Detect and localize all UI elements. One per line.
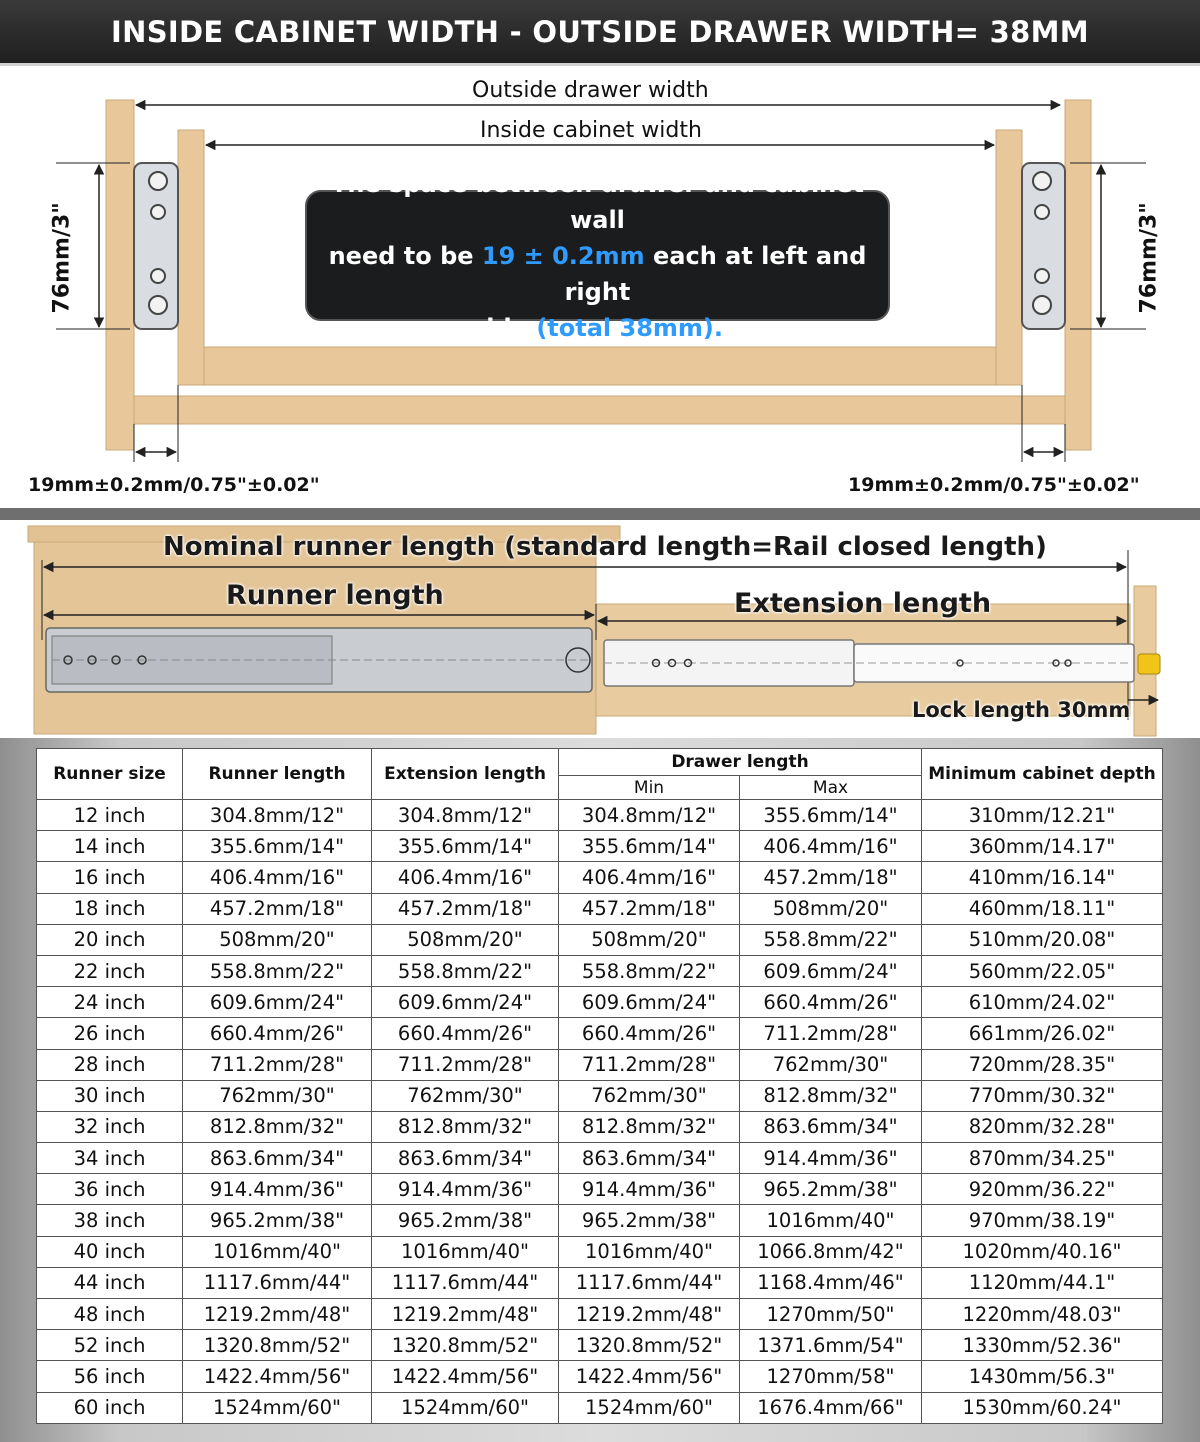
callout-tolerance-highlight: 19 ± 0.2mm xyxy=(481,241,645,270)
table-row xyxy=(37,800,1163,831)
runner-size-cell: 26 inch xyxy=(37,1018,183,1049)
min-cabinet-depth-cell: 1020mm/40.16" xyxy=(922,1236,1163,1267)
runner-length-cell: 508mm/20" xyxy=(183,924,372,955)
runner-size-cell: 52 inch xyxy=(37,1330,183,1361)
nominal-runner-length-label: Nominal runner length (standard length=Rail closed length) xyxy=(163,532,1047,562)
min-cabinet-depth-cell: 1220mm/48.03" xyxy=(922,1299,1163,1330)
drawer-min-cell: 863.6mm/34" xyxy=(559,1143,740,1174)
slide-rail-extended xyxy=(604,640,1160,686)
min-cabinet-depth-cell: 970mm/38.19" xyxy=(922,1205,1163,1236)
header-runner-length: Runner length xyxy=(183,749,372,800)
runner-length-cell: 1016mm/40" xyxy=(183,1236,372,1267)
runner-spec-table xyxy=(36,748,1163,1424)
runner-length-cell: 1219.2mm/48" xyxy=(183,1299,372,1330)
table-row xyxy=(37,1392,1163,1423)
table-row xyxy=(37,1049,1163,1080)
min-cabinet-depth-cell: 460mm/18.11" xyxy=(922,893,1163,924)
spec-table-section xyxy=(0,738,1200,1442)
cabinet-wall-right xyxy=(1065,100,1091,450)
runner-size-cell: 32 inch xyxy=(37,1111,183,1142)
table-body xyxy=(37,800,1163,1424)
drawer-max-cell: 812.8mm/32" xyxy=(740,1080,922,1111)
runner-size-cell: 22 inch xyxy=(37,955,183,986)
extension-length-cell: 965.2mm/38" xyxy=(372,1205,559,1236)
table-row xyxy=(37,955,1163,986)
drawer-min-cell: 1016mm/40" xyxy=(559,1236,740,1267)
extension-length-cell: 609.6mm/24" xyxy=(372,987,559,1018)
table-row xyxy=(37,1361,1163,1392)
runner-size-cell: 28 inch xyxy=(37,1049,183,1080)
callout-line-3-prefix: side xyxy=(471,313,537,342)
min-cabinet-depth-cell: 920mm/36.22" xyxy=(922,1174,1163,1205)
runner-length-cell: 914.4mm/36" xyxy=(183,1174,372,1205)
runner-length-label: Runner length xyxy=(226,580,444,611)
min-cabinet-depth-cell: 510mm/20.08" xyxy=(922,924,1163,955)
extension-length-cell: 304.8mm/12" xyxy=(372,800,559,831)
extension-length-cell: 1320.8mm/52" xyxy=(372,1330,559,1361)
min-cabinet-depth-cell: 770mm/30.32" xyxy=(922,1080,1163,1111)
extension-length-cell: 355.6mm/14" xyxy=(372,831,559,862)
drawer-bottom xyxy=(204,347,996,385)
drawer-min-cell: 1117.6mm/44" xyxy=(559,1267,740,1298)
drawer-max-cell: 863.6mm/34" xyxy=(740,1111,922,1142)
table-row xyxy=(37,924,1163,955)
min-cabinet-depth-cell: 1430mm/56.3" xyxy=(922,1361,1163,1392)
min-cabinet-depth-cell: 410mm/16.14" xyxy=(922,862,1163,893)
section-divider xyxy=(0,508,1200,520)
drawer-max-cell: 1270mm/50" xyxy=(740,1299,922,1330)
extension-length-cell: 1117.6mm/44" xyxy=(372,1267,559,1298)
cabinet-bottom xyxy=(134,396,1065,424)
table-row xyxy=(37,831,1163,862)
runner-size-cell: 30 inch xyxy=(37,1080,183,1111)
extension-length-cell: 914.4mm/36" xyxy=(372,1174,559,1205)
drawer-min-cell: 508mm/20" xyxy=(559,924,740,955)
drawer-max-cell: 1066.8mm/42" xyxy=(740,1236,922,1267)
runner-size-cell: 34 inch xyxy=(37,1143,183,1174)
callout-line-2-suffix: each at left and right xyxy=(564,241,867,306)
drawer-min-cell: 1219.2mm/48" xyxy=(559,1299,740,1330)
drawer-max-cell: 1016mm/40" xyxy=(740,1205,922,1236)
slide-profile-left xyxy=(134,163,178,329)
drawer-max-cell: 406.4mm/16" xyxy=(740,831,922,862)
min-cabinet-depth-cell: 560mm/22.05" xyxy=(922,955,1163,986)
drawer-min-cell: 457.2mm/18" xyxy=(559,893,740,924)
extension-length-cell: 812.8mm/32" xyxy=(372,1111,559,1142)
min-cabinet-depth-cell: 1530mm/60.24" xyxy=(922,1392,1163,1423)
extension-length-cell: 508mm/20" xyxy=(372,924,559,955)
drawer-min-cell: 762mm/30" xyxy=(559,1080,740,1111)
drawer-min-cell: 304.8mm/12" xyxy=(559,800,740,831)
drawer-min-cell: 1320.8mm/52" xyxy=(559,1330,740,1361)
outside-drawer-width-label: Outside drawer width xyxy=(472,78,709,103)
header-drawer-min: Min xyxy=(559,776,740,800)
lock-length-label: Lock length 30mm xyxy=(912,698,1131,722)
spacing-info-callout xyxy=(305,169,890,342)
runner-length-diagram xyxy=(0,520,1200,740)
drawer-min-cell: 914.4mm/36" xyxy=(559,1174,740,1205)
drawer-max-cell: 1168.4mm/46" xyxy=(740,1267,922,1298)
drawer-min-cell: 660.4mm/26" xyxy=(559,1018,740,1049)
runner-size-cell: 56 inch xyxy=(37,1361,183,1392)
drawer-min-cell: 711.2mm/28" xyxy=(559,1049,740,1080)
extension-length-cell: 406.4mm/16" xyxy=(372,862,559,893)
drawer-max-cell: 711.2mm/28" xyxy=(740,1018,922,1049)
extension-length-cell: 660.4mm/26" xyxy=(372,1018,559,1049)
runner-size-cell: 14 inch xyxy=(37,831,183,862)
table-row xyxy=(37,1111,1163,1142)
gap-label-left: 19mm±0.2mm/0.75"±0.02" xyxy=(28,474,320,496)
drawer-min-cell: 965.2mm/38" xyxy=(559,1205,740,1236)
runner-size-cell: 60 inch xyxy=(37,1392,183,1423)
height-label-left: 76mm/3" xyxy=(49,202,75,314)
runner-length-cell: 812.8mm/32" xyxy=(183,1111,372,1142)
extension-length-label: Extension length xyxy=(734,588,992,619)
runner-length-cell: 609.6mm/24" xyxy=(183,987,372,1018)
inside-cabinet-width-label: Inside cabinet width xyxy=(480,118,702,143)
drawer-max-cell: 1270mm/58" xyxy=(740,1361,922,1392)
header-bar xyxy=(0,0,1200,66)
min-cabinet-depth-cell: 661mm/26.02" xyxy=(922,1018,1163,1049)
drawer-max-cell: 558.8mm/22" xyxy=(740,924,922,955)
drawer-max-cell: 660.4mm/26" xyxy=(740,987,922,1018)
table-row xyxy=(37,1174,1163,1205)
drawer-min-cell: 558.8mm/22" xyxy=(559,955,740,986)
runner-size-cell: 48 inch xyxy=(37,1299,183,1330)
callout-total-highlight: (total 38mm). xyxy=(536,313,723,342)
callout-line-1: The space between drawer and cabinet wall xyxy=(330,169,865,234)
table-row xyxy=(37,1267,1163,1298)
min-cabinet-depth-cell: 610mm/24.02" xyxy=(922,987,1163,1018)
drawer-max-cell: 457.2mm/18" xyxy=(740,862,922,893)
runner-size-cell: 24 inch xyxy=(37,987,183,1018)
cabinet-wall-left xyxy=(106,100,134,450)
drawer-max-cell: 762mm/30" xyxy=(740,1049,922,1080)
min-cabinet-depth-cell: 310mm/12.21" xyxy=(922,800,1163,831)
extension-length-cell: 863.6mm/34" xyxy=(372,1143,559,1174)
extension-length-cell: 1524mm/60" xyxy=(372,1392,559,1423)
extension-length-cell: 558.8mm/22" xyxy=(372,955,559,986)
runner-length-cell: 1320.8mm/52" xyxy=(183,1330,372,1361)
table-row xyxy=(37,1236,1163,1267)
drawer-max-cell: 1371.6mm/54" xyxy=(740,1330,922,1361)
runner-length-cell: 660.4mm/26" xyxy=(183,1018,372,1049)
runner-length-cell: 355.6mm/14" xyxy=(183,831,372,862)
cabinet-cross-section-diagram xyxy=(0,69,1200,510)
extension-length-cell: 1219.2mm/48" xyxy=(372,1299,559,1330)
min-cabinet-depth-cell: 360mm/14.17" xyxy=(922,831,1163,862)
header-runner-size: Runner size xyxy=(37,749,183,800)
runner-size-cell: 12 inch xyxy=(37,800,183,831)
drawer-max-cell: 965.2mm/38" xyxy=(740,1174,922,1205)
min-cabinet-depth-cell: 720mm/28.35" xyxy=(922,1049,1163,1080)
runner-size-cell: 44 inch xyxy=(37,1267,183,1298)
min-cabinet-depth-cell: 870mm/34.25" xyxy=(922,1143,1163,1174)
callout-line-2-prefix: need to be xyxy=(328,241,482,270)
runner-size-cell: 16 inch xyxy=(37,862,183,893)
table-row xyxy=(37,1018,1163,1049)
runner-length-cell: 1524mm/60" xyxy=(183,1392,372,1423)
extension-length-cell: 1422.4mm/56" xyxy=(372,1361,559,1392)
table-row xyxy=(37,1080,1163,1111)
extension-length-cell: 1016mm/40" xyxy=(372,1236,559,1267)
header-drawer-length: Drawer length xyxy=(559,749,922,776)
table-row xyxy=(37,1330,1163,1361)
slide-profile-right xyxy=(1022,163,1065,329)
drawer-min-cell: 355.6mm/14" xyxy=(559,831,740,862)
header-min-cabinet-depth: Minimum cabinet depth xyxy=(922,749,1163,800)
runner-size-cell: 38 inch xyxy=(37,1205,183,1236)
drawer-side-left xyxy=(178,130,204,385)
drawer-max-cell: 609.6mm/24" xyxy=(740,955,922,986)
runner-length-cell: 711.2mm/28" xyxy=(183,1049,372,1080)
runner-size-cell: 36 inch xyxy=(37,1174,183,1205)
table-row xyxy=(37,893,1163,924)
drawer-side-right xyxy=(996,130,1022,385)
drawer-max-cell: 914.4mm/36" xyxy=(740,1143,922,1174)
runner-size-cell: 18 inch xyxy=(37,893,183,924)
table-row xyxy=(37,1205,1163,1236)
runner-length-cell: 762mm/30" xyxy=(183,1080,372,1111)
table-row xyxy=(37,987,1163,1018)
runner-length-cell: 304.8mm/12" xyxy=(183,800,372,831)
runner-length-cell: 965.2mm/38" xyxy=(183,1205,372,1236)
height-label-right: 76mm/3" xyxy=(1136,202,1162,314)
table-row xyxy=(37,1299,1163,1330)
drawer-min-cell: 609.6mm/24" xyxy=(559,987,740,1018)
runner-size-cell: 40 inch xyxy=(37,1236,183,1267)
runner-size-cell: 20 inch xyxy=(37,924,183,955)
slide-rail-closed xyxy=(46,628,592,692)
drawer-max-cell: 355.6mm/14" xyxy=(740,800,922,831)
drawer-max-cell: 508mm/20" xyxy=(740,893,922,924)
runner-length-cell: 1422.4mm/56" xyxy=(183,1361,372,1392)
header-extension-length: Extension length xyxy=(372,749,559,800)
drawer-min-cell: 1524mm/60" xyxy=(559,1392,740,1423)
runner-length-cell: 863.6mm/34" xyxy=(183,1143,372,1174)
drawer-max-cell: 1676.4mm/66" xyxy=(740,1392,922,1423)
runner-length-cell: 558.8mm/22" xyxy=(183,955,372,986)
min-cabinet-depth-cell: 1120mm/44.1" xyxy=(922,1267,1163,1298)
runner-length-cell: 406.4mm/16" xyxy=(183,862,372,893)
drawer-min-cell: 812.8mm/32" xyxy=(559,1111,740,1142)
header-drawer-max: Max xyxy=(740,776,922,800)
min-cabinet-depth-cell: 1330mm/52.36" xyxy=(922,1330,1163,1361)
extension-length-cell: 457.2mm/18" xyxy=(372,893,559,924)
table-row xyxy=(37,862,1163,893)
page-title: INSIDE CABINET WIDTH - OUTSIDE DRAWER WIDTH= 38MM xyxy=(111,14,1089,49)
table-row xyxy=(37,1143,1163,1174)
gap-label-right: 19mm±0.2mm/0.75"±0.02" xyxy=(848,474,1140,496)
min-cabinet-depth-cell: 820mm/32.28" xyxy=(922,1111,1163,1142)
drawer-min-cell: 1422.4mm/56" xyxy=(559,1361,740,1392)
runner-length-cell: 1117.6mm/44" xyxy=(183,1267,372,1298)
drawer-min-cell: 406.4mm/16" xyxy=(559,862,740,893)
runner-length-cell: 457.2mm/18" xyxy=(183,893,372,924)
extension-length-cell: 711.2mm/28" xyxy=(372,1049,559,1080)
extension-length-cell: 762mm/30" xyxy=(372,1080,559,1111)
